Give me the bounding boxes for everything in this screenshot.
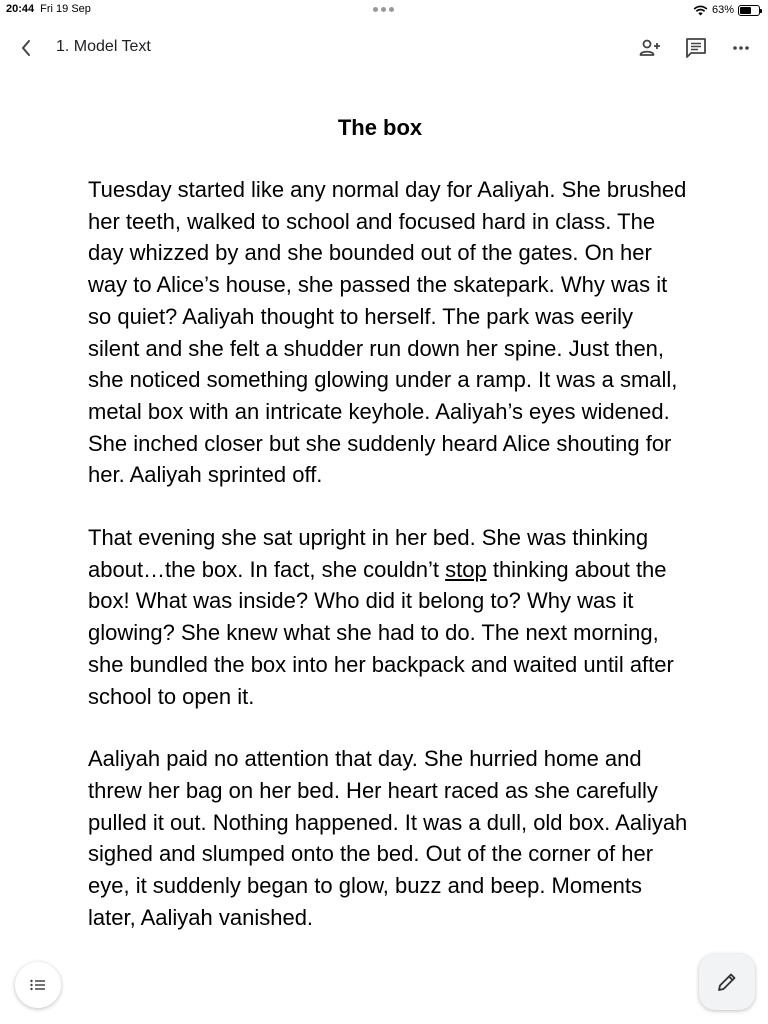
status-date: Fri 19 Sep bbox=[40, 3, 91, 15]
pencil-icon bbox=[716, 971, 738, 993]
share-button[interactable] bbox=[637, 36, 663, 60]
back-button[interactable] bbox=[14, 36, 38, 60]
comments-button[interactable] bbox=[683, 36, 709, 60]
battery-icon bbox=[738, 5, 760, 16]
paragraph-2-text-before: That evening she sat upright in her bed. She was thinking about…the box. In fact, she couldn’t bbox=[88, 525, 649, 582]
status-indicators bbox=[693, 3, 760, 17]
document-title: 1. Model Text bbox=[56, 38, 151, 55]
wifi-icon bbox=[693, 5, 708, 16]
multitasking-dots[interactable] bbox=[373, 7, 395, 13]
paragraph-2 bbox=[88, 522, 688, 712]
status-time-date bbox=[6, 3, 91, 15]
underlined-word: stop bbox=[445, 556, 487, 582]
chevron-left-icon bbox=[20, 39, 32, 57]
doc-toolbar bbox=[0, 26, 768, 70]
document-heading: The box bbox=[337, 115, 423, 140]
paragraph-3: Aaliyah paid no attention that day. She hurried home and threw her bag on her bed. Her heart raced as she carefully pulled it out. Nothing happened. It was a dull, old box. Aaliyah sighed and slumped onto the bed. Out of the corner of her eye, it suddenly began to glow, buzz and beep. Moments later, Aaliyah vanished. bbox=[88, 746, 688, 930]
battery-percent: 63% bbox=[711, 4, 734, 16]
paragraph-1: Tuesday started like any normal day for Aaliyah. She brushed her teeth, walked to school and focused hard in class. The day whizzed by and she bounded out of the gates. On her way to Alice’s house, she passed the skatepark. Why was it so quiet? Aaliyah thought to herself. The park was eerily silent and she felt a shudder run down her spine. Just then, she noticed something glowing under a ramp. It was a small, metal box with an intricate keyhole. Aaliyah’s eyes widened. She inched closer but she suddenly heard Alice shouting for her. Aaliyah sprinted off. bbox=[88, 177, 687, 488]
status-time: 20:44 bbox=[6, 3, 35, 15]
more-options-button[interactable] bbox=[728, 36, 754, 60]
more-horizontal-icon bbox=[732, 45, 750, 51]
document-body[interactable] bbox=[88, 112, 688, 933]
comment-icon bbox=[685, 37, 707, 59]
list-outline-icon bbox=[30, 979, 46, 991]
edit-button[interactable] bbox=[699, 954, 755, 1010]
document-outline-button[interactable] bbox=[15, 962, 61, 1008]
paragraph-2-text-after: thinking about the box! What was inside? Who did it belong to? Why was it glowing? She knew what she had to do. The next morning, she bundled the box into her backpack and waited until after school to open it. bbox=[88, 556, 674, 709]
add-person-icon bbox=[638, 38, 662, 58]
status-bar bbox=[0, 0, 768, 20]
